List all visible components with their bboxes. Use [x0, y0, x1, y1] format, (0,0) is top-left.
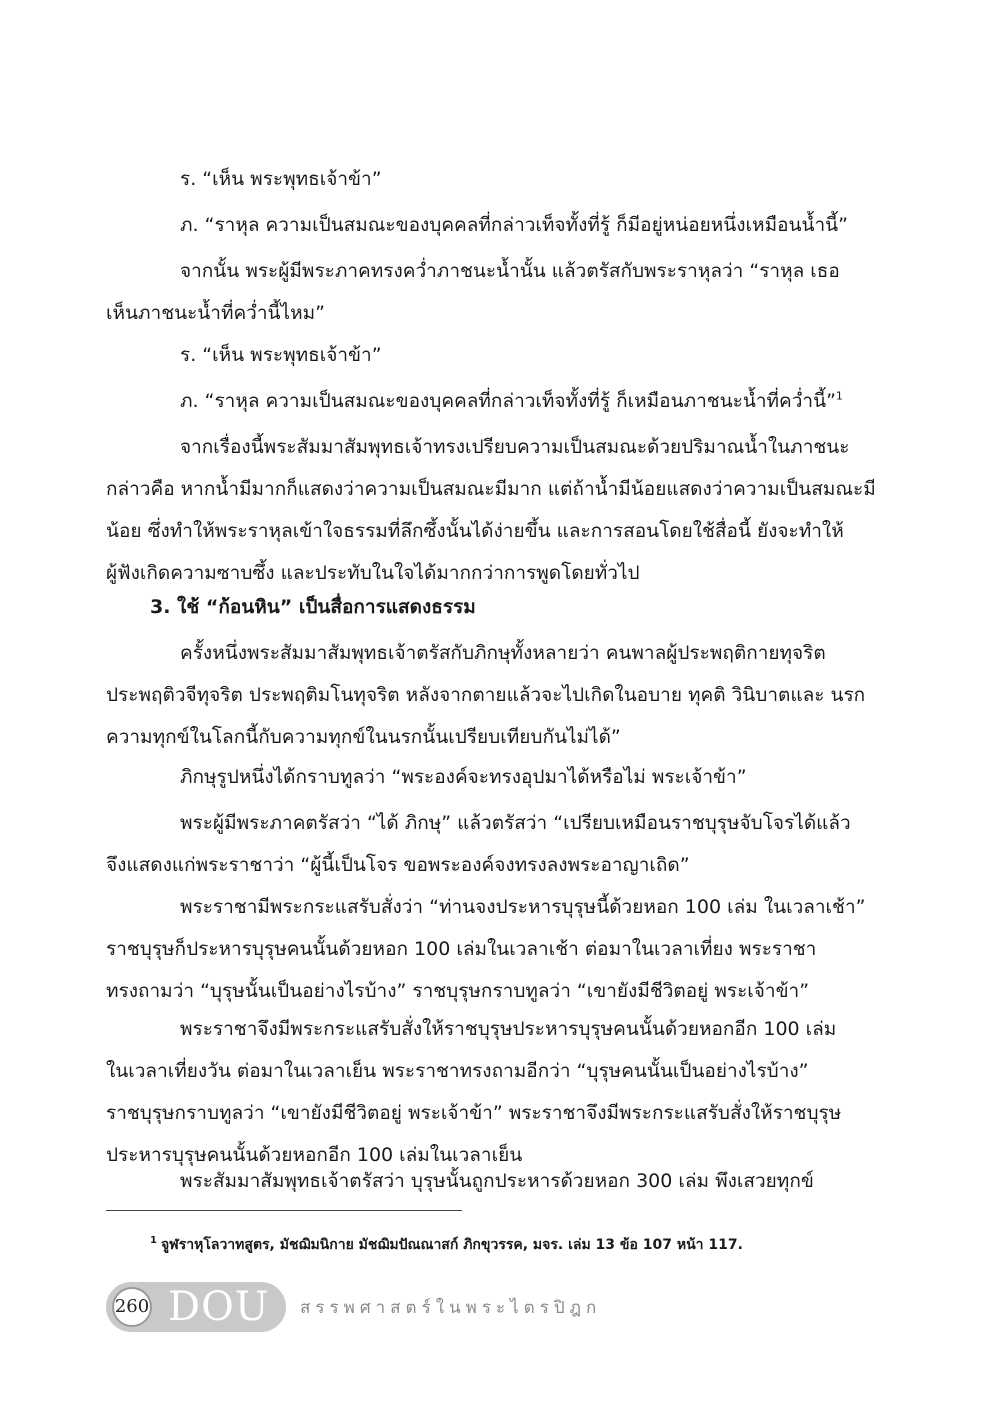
- text-line: ประหารบุรุษคนนั้นด้วยหอกอีก 100 เล่มในเวลาเย็น: [106, 1144, 523, 1166]
- dialogue-rahula-2: [180, 334, 886, 376]
- text-line: ร. “เห็น พระพุทธเจ้าข้า”: [180, 344, 382, 366]
- footnote-text: จูฬราหุโลวาทสูตร, มัชฌิมนิกาย มัชฌิมปัณณาสก์ ภิกขุวรรค, มจร. เล่ม 13 ข้อ 107 หน้า 117.: [160, 1237, 743, 1253]
- text-line: ผู้ฟังเกิดความซาบซึ้ง และประทับในใจได้มากกว่าการพูดโดยทั่วไป: [106, 562, 640, 584]
- text-line: ครั้งหนึ่งพระสัมมาสัมพุทธเจ้าตรัสกับภิกษุทั้งหลายว่า คนพาลผู้ประพฤติกายทุจริต: [180, 642, 826, 664]
- text-line: ราชบุรุษกราบทูลว่า “เขายังมีชีวิตอยู่ พระเจ้าข้า” พระราชาจึงมีพระกระแสรับสั่งให้ราชบุรุษ: [106, 1102, 842, 1124]
- text-line: ในเวลาเที่ยงวัน ต่อมาในเวลาเย็น พระราชาทรงถามอีกว่า “บุรุษคนนั้นเป็นอย่างไรบ้าง”: [106, 1060, 809, 1082]
- text-line: ทรงถามว่า “บุรุษนั้นเป็นอย่างไรบ้าง” ราชบุรุษกราบทูลว่า “เขายังมีชีวิตอยู่ พระเจ้าข้า”: [106, 980, 810, 1002]
- footnote-ref: 1: [835, 389, 843, 403]
- footnote: [150, 1234, 743, 1256]
- footnote-number: 1: [150, 1235, 157, 1247]
- dialogue-buddha-1: [180, 204, 886, 246]
- narration-paragraph-1: [106, 250, 886, 334]
- text-line: ประพฤติวจีทุจริต ประพฤติมโนทุจริต หลังจากตายแล้วจะไปเกิดในอบาย ทุคติ วินิบาตและ นรก: [106, 684, 866, 706]
- text-line: ราชบุรุษก็ประหารบุรุษคนนั้นด้วยหอก 100 เล่มในเวลาเช้า ต่อมาในเวลาเที่ยง พระราชา: [106, 938, 817, 960]
- narration-paragraph-2: [106, 426, 886, 594]
- text-line: กล่าวคือ หากน้ำมีมากก็แสดงว่าความเป็นสมณะมีมาก แต่ถ้าน้ำมีน้อยแสดงว่าความเป็นสมณะมี: [106, 478, 876, 500]
- section-heading: 3. ใช้ “ก้อนหิน” เป็นสื่อการแสดงธรรม: [150, 596, 476, 618]
- text-line: จากนั้น พระผู้มีพระภาคทรงคว่ำภาชนะน้ำนั้น แล้วตรัสกับพระราหุลว่า “ราหุล เธอ: [180, 260, 840, 282]
- text-line: ภ. “ราหุล ความเป็นสมณะของบุคคลที่กล่าวเท็จทั้งที่รู้ ก็มีอยู่หน่อยหนึ่งเหมือนน้ำนี้”: [180, 214, 848, 236]
- text-line: พระราชาจึงมีพระกระแสรับสั่งให้ราชบุรุษประหารบุรุษคนนั้นด้วยหอกอีก 100 เล่ม: [180, 1018, 837, 1040]
- text-line: ภิกษุรูปหนึ่งได้กราบทูลว่า “พระองค์จะทรงอุปมาได้หรือไม่ พระเจ้าข้า”: [180, 766, 747, 788]
- text-line: พระผู้มีพระภาคตรัสว่า “ได้ ภิกษุ” แล้วตรัสว่า “เปรียบเหมือนราชบุรุษจับโจรได้แล้ว: [180, 812, 851, 834]
- page-number: 260: [112, 1287, 152, 1327]
- narration-paragraph-6: [106, 1008, 886, 1176]
- footer-badge: [106, 1282, 286, 1332]
- text-line: จึงแสดงแก่พระราชาว่า “ผู้นี้เป็นโจร ขอพระองค์จงทรงลงพระอาญาเถิด”: [106, 854, 690, 876]
- dou-logo: DOU: [168, 1284, 270, 1330]
- text-line: ความทุกข์ในโลกนี้กับความทุกข์ในนรกนั้นเปรียบเทียบกันไม่ได้”: [106, 726, 621, 748]
- narration-paragraph-3: [106, 632, 886, 758]
- footnote-divider: [106, 1210, 462, 1211]
- book-title: สรรพศาสตร์ในพระไตรปิฎก: [300, 1298, 602, 1318]
- text-line: เห็นภาชนะน้ำที่คว่ำนี้ไหม”: [106, 302, 325, 324]
- text-line: [180, 380, 886, 422]
- dialogue-monk: [180, 756, 886, 798]
- text-line: น้อย ซึ่งทำให้พระราหุลเข้าใจธรรมที่ลึกซึ้งนั้นได้ง่ายขึ้น และการสอนโดยใช้สื่อนี้ ยังจะทำให้: [106, 520, 844, 542]
- text-line: พระราชามีพระกระแสรับสั่งว่า “ท่านจงประหารบุรุษนี้ด้วยหอก 100 เล่ม ในเวลาเช้า”: [180, 896, 866, 918]
- text-line: พระสัมมาสัมพุทธเจ้าตรัสว่า บุรุษนั้นถูกประหารด้วยหอก 300 เล่ม พึงเสวยทุกข์: [180, 1170, 814, 1192]
- narration-paragraph-7: [106, 1160, 886, 1202]
- text-line: ร. “เห็น พระพุทธเจ้าข้า”: [180, 168, 382, 190]
- dialogue-buddha-2: [180, 380, 886, 422]
- text-line: จากเรื่องนี้พระสัมมาสัมพุทธเจ้าทรงเปรียบความเป็นสมณะด้วยปริมาณน้ำในภาชนะ: [180, 436, 850, 458]
- text-line-content: ภ. “ราหุล ความเป็นสมณะของบุคคลที่กล่าวเท็จทั้งที่รู้ ก็เหมือนภาชนะน้ำที่คว่ำนี้”: [180, 390, 836, 412]
- narration-paragraph-4: [106, 802, 886, 886]
- dialogue-rahula-1: [180, 158, 886, 200]
- narration-paragraph-5: [106, 886, 886, 1012]
